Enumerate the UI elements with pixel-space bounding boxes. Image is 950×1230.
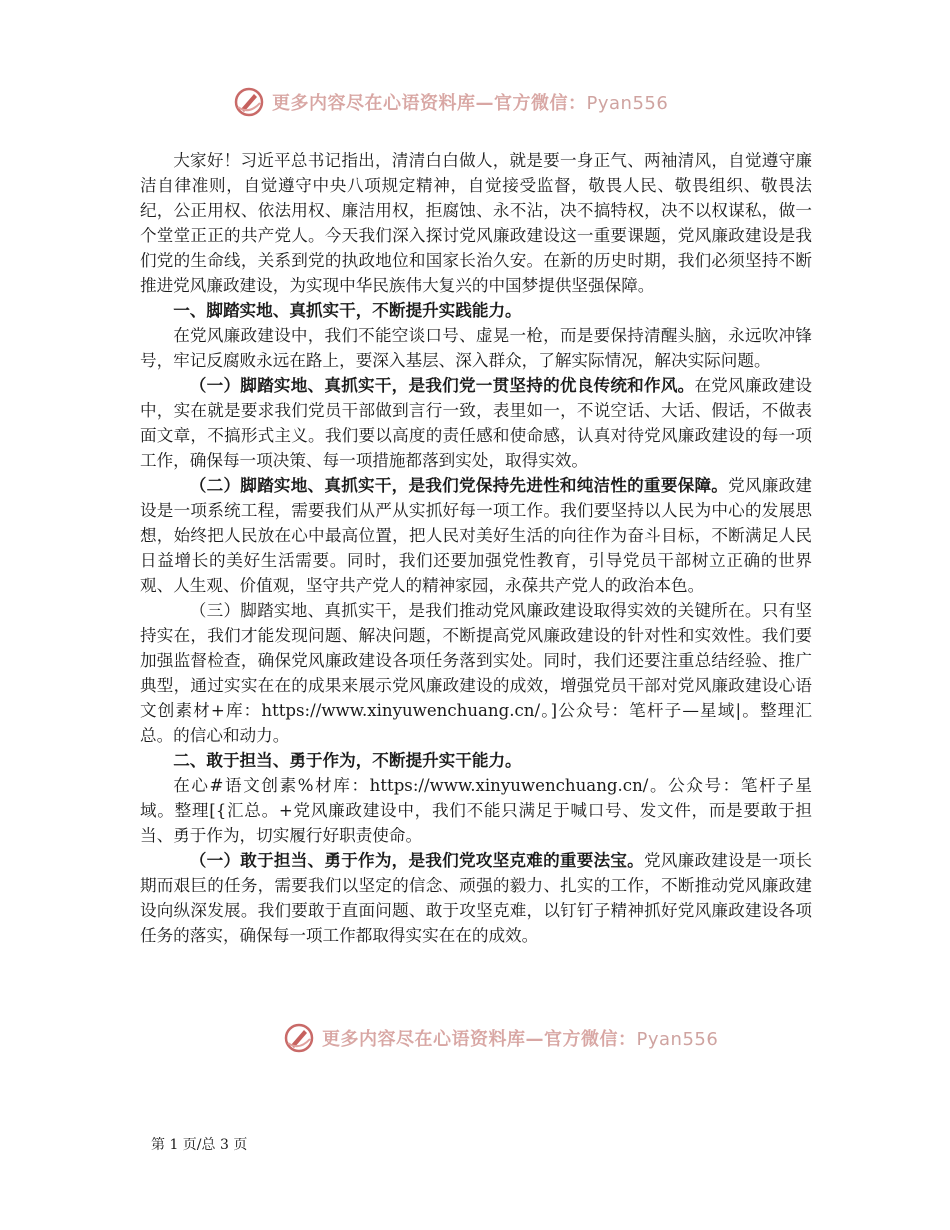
banner-wechat-id: Pyan556 [636, 1029, 719, 1050]
subsection-1-3-paragraph: （三）脚踏实地、真抓实干，是我们推动党风廉政建设取得实效的关键所在。只有坚持实在，我们才能发现问题、解决问题，不断提高党风廉政建设的针对性和实效性。我们要加强监督检查，确保党风廉政建设各项任务落到实处。同时，我们还要注重总结经验、推广典型，通过实实在在的成果来展示党风廉政建设的成效，增强党员干部对党风廉政建设心语文创素材+库：https://www.xinyuwenchuang.cn/。]公众号：笔杆子—星域|。整理汇总。的信心和动力。 [140, 601, 812, 745]
footer-watermark-banner [282, 1018, 782, 1058]
intro-paragraph: 大家好！习近平总书记指出，清清白白做人，就是要一身正气、两袖清风，自觉遵守廉洁自律准则，自觉遵守中央八项规定精神，自觉接受监督，敬畏人民、敬畏组织、敬畏法纪，公正用权、依法用权、廉洁用权，拒腐蚀、永不沾，决不搞特权，决不以权谋私，做一个堂堂正正的共产党人。今天我们深入探讨党风廉政建设这一重要课题，党风廉政建设是我们党的生命线，关系到党的执政地位和国家长治久安。在新的历史时期，我们必须坚持不断推进党风廉政建设，为实现中华民族伟大复兴的中国梦提供坚强保障。 [140, 151, 812, 295]
banner-wechat-id: Pyan556 [586, 93, 669, 114]
section-heading-2: 二、敢于担当、勇于作为，不断提升实干能力。 [173, 750, 522, 770]
pen-swirl-logo-icon [282, 1021, 316, 1055]
banner-text: 更多内容尽在心语资料库—官方微信：Pyan556 [322, 1029, 719, 1050]
section-1-intro-paragraph: 在党风廉政建设中，我们不能空谈口号、虚晃一枪，而是要保持清醒头脑，永远吹冲锋号，牢记反腐败永远在路上，要深入基层、深入群众，了解实际情况，解决实际问题。 [140, 326, 812, 370]
subsection-2-1-heading: （一）敢于担当、勇于作为，是我们党攻坚克难的重要法宝。 [189, 850, 645, 870]
subsection-1-1-heading: （一）脚踏实地、真抓实干，是我们党一贯坚持的优良传统和作风。 [189, 375, 695, 395]
section-2-intro-paragraph: 在心#语文创素%材库：https://www.xinyuwenchuang.cn/。公众号：笔杆子星域。整理[{汇总。+党风廉政建设中，我们不能只满足于喊口号、发文件，而是要敢于担当、勇于作为，切实履行好职责使命。 [140, 776, 812, 845]
subsection-1-2-paragraph: （二）脚踏实地、真抓实干，是我们党保持先进性和纯洁性的重要保障。党风廉政建设是一项系统工程，需要我们从严从实抓好每一项工作。我们要坚持以人民为中心的发展思想，始终把人民放在心中最高位置，把人民对美好生活的向往作为奋斗目标，不断满足人民日益增长的美好生活需要。同时，我们还要加强党性教育，引导党员干部树立正确的世界观、人生观、价值观，坚守共产党人的精神家园，永葆共产党人的政治本色。 [140, 475, 813, 595]
banner-text: 更多内容尽在心语资料库—官方微信：Pyan556 [272, 93, 669, 114]
document-body [140, 148, 812, 948]
subsection-1-1-paragraph: （一）脚踏实地、真抓实干，是我们党一贯坚持的优良传统和作风。在党风廉政建设中，实在就是要求我们党员干部做到言行一致，表里如一，不说空话、大话、假话，不做表面文章，不搞形式主义。我们要以高度的责任感和使命感，认真对待党风廉政建设的每一项工作，确保每一项决策、每一项措施都落到实处，取得实效。 [140, 375, 813, 470]
page-number: 第 1 页/总 3 页 [151, 1137, 248, 1153]
subsection-1-2-heading: （二）脚踏实地、真抓实干，是我们党保持先进性和纯洁性的重要保障。 [189, 475, 729, 495]
subsection-2-1-paragraph: （一）敢于担当、勇于作为，是我们党攻坚克难的重要法宝。党风廉政建设是一项长期而艰巨的任务，需要我们以坚定的信念、顽强的毅力、扎实的工作，不断推动党风廉政建设向纵深发展。我们要敢于直面问题、敢于攻坚克难，以钉钉子精神抓好党风廉政建设各项任务的落实，确保每一项工作都取得实实在在的成效。 [140, 850, 813, 945]
section-heading-1: 一、脚踏实地、真抓实干，不断提升实践能力。 [173, 300, 522, 320]
header-watermark-banner [232, 82, 732, 122]
pen-swirl-logo-icon [232, 85, 266, 119]
